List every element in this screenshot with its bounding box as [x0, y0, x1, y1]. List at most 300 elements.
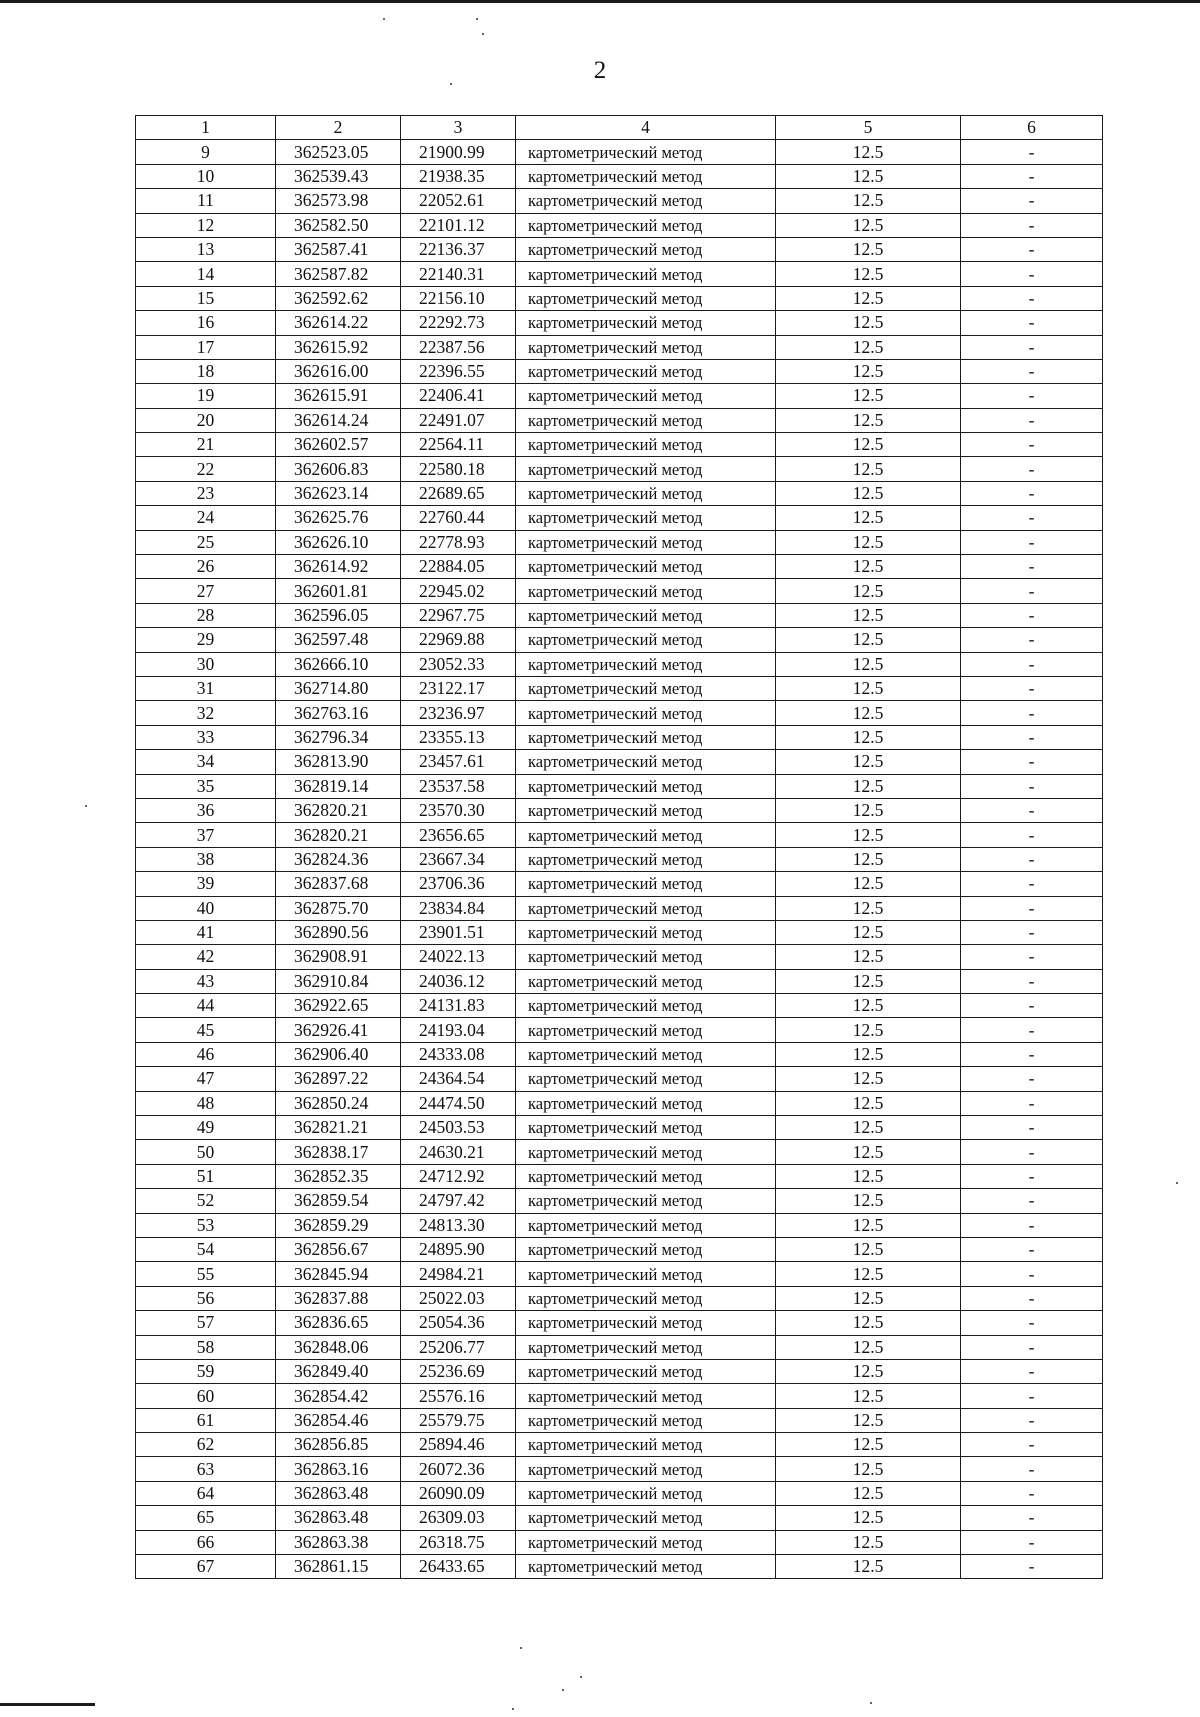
table-row — [136, 237, 1103, 261]
table-row — [136, 1311, 1103, 1335]
x-coordinate-cell: 362922.65 — [276, 994, 401, 1018]
note-cell: - — [961, 384, 1103, 408]
error-cell: 12.5 — [776, 335, 961, 359]
point-number-cell: 19 — [136, 384, 276, 408]
error-cell: 12.5 — [776, 603, 961, 627]
method-cell: картометрический метод — [516, 530, 776, 554]
point-number-cell: 58 — [136, 1335, 276, 1359]
method-cell: картометрический метод — [516, 164, 776, 188]
note-cell: - — [961, 1408, 1103, 1432]
note-cell: - — [961, 286, 1103, 310]
error-cell: 12.5 — [776, 969, 961, 993]
top-scan-border — [0, 0, 1200, 3]
error-cell: 12.5 — [776, 164, 961, 188]
y-coordinate-cell: 24813.30 — [401, 1213, 516, 1237]
table-row — [136, 1335, 1103, 1359]
x-coordinate-cell: 362539.43 — [276, 164, 401, 188]
method-cell: картометрический метод — [516, 237, 776, 261]
x-coordinate-cell: 362863.38 — [276, 1530, 401, 1554]
point-number-cell: 62 — [136, 1433, 276, 1457]
error-cell: 12.5 — [776, 1042, 961, 1066]
method-cell: картометрический метод — [516, 579, 776, 603]
y-coordinate-cell: 22396.55 — [401, 359, 516, 383]
method-cell: картометрический метод — [516, 1018, 776, 1042]
method-cell: картометрический метод — [516, 506, 776, 530]
point-number-cell: 60 — [136, 1384, 276, 1408]
error-cell: 12.5 — [776, 140, 961, 164]
table-row — [136, 1555, 1103, 1579]
note-cell: - — [961, 1335, 1103, 1359]
error-cell: 12.5 — [776, 189, 961, 213]
x-coordinate-cell: 362926.41 — [276, 1018, 401, 1042]
point-number-cell: 43 — [136, 969, 276, 993]
column-header-6: 6 — [961, 116, 1103, 140]
note-cell: - — [961, 1555, 1103, 1579]
note-cell: - — [961, 1262, 1103, 1286]
scan-speck — [482, 33, 484, 35]
note-cell: - — [961, 1213, 1103, 1237]
y-coordinate-cell: 22406.41 — [401, 384, 516, 408]
y-coordinate-cell: 23656.65 — [401, 823, 516, 847]
note-cell: - — [961, 213, 1103, 237]
method-cell: картометрический метод — [516, 725, 776, 749]
error-cell: 12.5 — [776, 408, 961, 432]
x-coordinate-cell: 362587.82 — [276, 262, 401, 286]
point-number-cell: 15 — [136, 286, 276, 310]
y-coordinate-cell: 22156.10 — [401, 286, 516, 310]
x-coordinate-cell: 362908.91 — [276, 945, 401, 969]
point-number-cell: 64 — [136, 1481, 276, 1505]
method-cell: картометрический метод — [516, 1384, 776, 1408]
error-cell: 12.5 — [776, 823, 961, 847]
column-header-2: 2 — [276, 116, 401, 140]
x-coordinate-cell: 362838.17 — [276, 1140, 401, 1164]
point-number-cell: 24 — [136, 506, 276, 530]
error-cell: 12.5 — [776, 1140, 961, 1164]
table-row — [136, 1262, 1103, 1286]
method-cell: картометрический метод — [516, 798, 776, 822]
y-coordinate-cell: 23236.97 — [401, 701, 516, 725]
y-coordinate-cell: 24630.21 — [401, 1140, 516, 1164]
method-cell: картометрический метод — [516, 1530, 776, 1554]
error-cell: 12.5 — [776, 652, 961, 676]
x-coordinate-cell: 362614.92 — [276, 555, 401, 579]
method-cell: картометрический метод — [516, 945, 776, 969]
point-number-cell: 25 — [136, 530, 276, 554]
error-cell: 12.5 — [776, 676, 961, 700]
point-number-cell: 56 — [136, 1286, 276, 1310]
method-cell: картометрический метод — [516, 1506, 776, 1530]
point-number-cell: 20 — [136, 408, 276, 432]
y-coordinate-cell: 22778.93 — [401, 530, 516, 554]
point-number-cell: 21 — [136, 433, 276, 457]
point-number-cell: 16 — [136, 311, 276, 335]
method-cell: картометрический метод — [516, 1189, 776, 1213]
error-cell: 12.5 — [776, 1457, 961, 1481]
y-coordinate-cell: 26309.03 — [401, 1506, 516, 1530]
point-number-cell: 22 — [136, 457, 276, 481]
y-coordinate-cell: 24984.21 — [401, 1262, 516, 1286]
table-row — [136, 213, 1103, 237]
y-coordinate-cell: 26072.36 — [401, 1457, 516, 1481]
error-cell: 12.5 — [776, 530, 961, 554]
y-coordinate-cell: 24036.12 — [401, 969, 516, 993]
x-coordinate-cell: 362625.76 — [276, 506, 401, 530]
table-row — [136, 433, 1103, 457]
table-row — [136, 823, 1103, 847]
method-cell: картометрический метод — [516, 969, 776, 993]
method-cell: картометрический метод — [516, 896, 776, 920]
y-coordinate-cell: 26433.65 — [401, 1555, 516, 1579]
table-row — [136, 1384, 1103, 1408]
method-cell: картометрический метод — [516, 1237, 776, 1261]
note-cell: - — [961, 1457, 1103, 1481]
method-cell: картометрический метод — [516, 1555, 776, 1579]
point-number-cell: 47 — [136, 1067, 276, 1091]
error-cell: 12.5 — [776, 506, 961, 530]
note-cell: - — [961, 1433, 1103, 1457]
note-cell: - — [961, 1481, 1103, 1505]
x-coordinate-cell: 362796.34 — [276, 725, 401, 749]
point-number-cell: 33 — [136, 725, 276, 749]
y-coordinate-cell: 24797.42 — [401, 1189, 516, 1213]
method-cell: картометрический метод — [516, 628, 776, 652]
table-row — [136, 189, 1103, 213]
error-cell: 12.5 — [776, 1481, 961, 1505]
table-row — [136, 481, 1103, 505]
table-row — [136, 1164, 1103, 1188]
method-cell: картометрический метод — [516, 1091, 776, 1115]
y-coordinate-cell: 22491.07 — [401, 408, 516, 432]
note-cell: - — [961, 1384, 1103, 1408]
error-cell: 12.5 — [776, 311, 961, 335]
note-cell: - — [961, 1530, 1103, 1554]
y-coordinate-cell: 23834.84 — [401, 896, 516, 920]
point-number-cell: 61 — [136, 1408, 276, 1432]
y-coordinate-cell: 24022.13 — [401, 945, 516, 969]
note-cell: - — [961, 676, 1103, 700]
scan-speck — [520, 1647, 522, 1649]
method-cell: картометрический метод — [516, 140, 776, 164]
x-coordinate-cell: 362714.80 — [276, 676, 401, 700]
y-coordinate-cell: 22760.44 — [401, 506, 516, 530]
method-cell: картометрический метод — [516, 1140, 776, 1164]
note-cell: - — [961, 140, 1103, 164]
note-cell: - — [961, 1018, 1103, 1042]
point-number-cell: 40 — [136, 896, 276, 920]
y-coordinate-cell: 24364.54 — [401, 1067, 516, 1091]
note-cell: - — [961, 920, 1103, 944]
note-cell: - — [961, 457, 1103, 481]
point-number-cell: 31 — [136, 676, 276, 700]
x-coordinate-cell: 362861.15 — [276, 1555, 401, 1579]
error-cell: 12.5 — [776, 579, 961, 603]
table-row — [136, 384, 1103, 408]
y-coordinate-cell: 22967.75 — [401, 603, 516, 627]
x-coordinate-cell: 362601.81 — [276, 579, 401, 603]
x-coordinate-cell: 362602.57 — [276, 433, 401, 457]
x-coordinate-cell: 362910.84 — [276, 969, 401, 993]
table-row — [136, 994, 1103, 1018]
y-coordinate-cell: 26318.75 — [401, 1530, 516, 1554]
error-cell: 12.5 — [776, 1091, 961, 1115]
table-row — [136, 798, 1103, 822]
y-coordinate-cell: 25054.36 — [401, 1311, 516, 1335]
x-coordinate-cell: 362859.29 — [276, 1213, 401, 1237]
note-cell: - — [961, 335, 1103, 359]
point-number-cell: 36 — [136, 798, 276, 822]
note-cell: - — [961, 164, 1103, 188]
table-row — [136, 286, 1103, 310]
note-cell: - — [961, 701, 1103, 725]
y-coordinate-cell: 24333.08 — [401, 1042, 516, 1066]
table-row — [136, 896, 1103, 920]
y-coordinate-cell: 24131.83 — [401, 994, 516, 1018]
point-number-cell: 29 — [136, 628, 276, 652]
point-number-cell: 28 — [136, 603, 276, 627]
x-coordinate-cell: 362863.48 — [276, 1506, 401, 1530]
error-cell: 12.5 — [776, 1555, 961, 1579]
x-coordinate-cell: 362836.65 — [276, 1311, 401, 1335]
table-row — [136, 725, 1103, 749]
method-cell: картометрический метод — [516, 701, 776, 725]
error-cell: 12.5 — [776, 457, 961, 481]
y-coordinate-cell: 25894.46 — [401, 1433, 516, 1457]
point-number-cell: 48 — [136, 1091, 276, 1115]
note-cell: - — [961, 189, 1103, 213]
y-coordinate-cell: 22580.18 — [401, 457, 516, 481]
error-cell: 12.5 — [776, 1262, 961, 1286]
column-header-3: 3 — [401, 116, 516, 140]
y-coordinate-cell: 25576.16 — [401, 1384, 516, 1408]
method-cell: картометрический метод — [516, 1408, 776, 1432]
method-cell: картометрический метод — [516, 433, 776, 457]
error-cell: 12.5 — [776, 1408, 961, 1432]
table-body — [136, 140, 1103, 1579]
x-coordinate-cell: 362856.85 — [276, 1433, 401, 1457]
x-coordinate-cell: 362615.91 — [276, 384, 401, 408]
error-cell: 12.5 — [776, 1384, 961, 1408]
y-coordinate-cell: 26090.09 — [401, 1481, 516, 1505]
point-number-cell: 66 — [136, 1530, 276, 1554]
x-coordinate-cell: 362587.41 — [276, 237, 401, 261]
note-cell: - — [961, 872, 1103, 896]
note-cell: - — [961, 994, 1103, 1018]
y-coordinate-cell: 24193.04 — [401, 1018, 516, 1042]
method-cell: картометрический метод — [516, 1116, 776, 1140]
point-number-cell: 35 — [136, 774, 276, 798]
note-cell: - — [961, 725, 1103, 749]
x-coordinate-cell: 362854.42 — [276, 1384, 401, 1408]
point-number-cell: 53 — [136, 1213, 276, 1237]
point-number-cell: 44 — [136, 994, 276, 1018]
error-cell: 12.5 — [776, 896, 961, 920]
method-cell: картометрический метод — [516, 823, 776, 847]
column-header-1: 1 — [136, 116, 276, 140]
point-number-cell: 34 — [136, 750, 276, 774]
method-cell: картометрический метод — [516, 1335, 776, 1359]
table-row — [136, 530, 1103, 554]
method-cell: картометрический метод — [516, 555, 776, 579]
error-cell: 12.5 — [776, 1506, 961, 1530]
scan-speck — [580, 1676, 582, 1678]
point-number-cell: 54 — [136, 1237, 276, 1261]
x-coordinate-cell: 362848.06 — [276, 1335, 401, 1359]
x-coordinate-cell: 362850.24 — [276, 1091, 401, 1115]
table-row — [136, 1286, 1103, 1310]
y-coordinate-cell: 23901.51 — [401, 920, 516, 944]
y-coordinate-cell: 22689.65 — [401, 481, 516, 505]
x-coordinate-cell: 362597.48 — [276, 628, 401, 652]
x-coordinate-cell: 362852.35 — [276, 1164, 401, 1188]
table-row — [136, 701, 1103, 725]
point-number-cell: 50 — [136, 1140, 276, 1164]
error-cell: 12.5 — [776, 1530, 961, 1554]
point-number-cell: 32 — [136, 701, 276, 725]
error-cell: 12.5 — [776, 1311, 961, 1335]
table-row — [136, 457, 1103, 481]
coordinates-table-wrapper — [135, 115, 1103, 1579]
y-coordinate-cell: 22292.73 — [401, 311, 516, 335]
x-coordinate-cell: 362837.68 — [276, 872, 401, 896]
error-cell: 12.5 — [776, 994, 961, 1018]
error-cell: 12.5 — [776, 359, 961, 383]
method-cell: картометрический метод — [516, 1213, 776, 1237]
x-coordinate-cell: 362763.16 — [276, 701, 401, 725]
x-coordinate-cell: 362614.22 — [276, 311, 401, 335]
method-cell: картометрический метод — [516, 603, 776, 627]
note-cell: - — [961, 652, 1103, 676]
bottom-scan-border — [0, 1703, 95, 1706]
point-number-cell: 18 — [136, 359, 276, 383]
point-number-cell: 51 — [136, 1164, 276, 1188]
error-cell: 12.5 — [776, 774, 961, 798]
x-coordinate-cell: 362614.24 — [276, 408, 401, 432]
y-coordinate-cell: 22140.31 — [401, 262, 516, 286]
x-coordinate-cell: 362819.14 — [276, 774, 401, 798]
scan-speck — [1176, 1182, 1178, 1184]
y-coordinate-cell: 21938.35 — [401, 164, 516, 188]
error-cell: 12.5 — [776, 213, 961, 237]
point-number-cell: 17 — [136, 335, 276, 359]
note-cell: - — [961, 1042, 1103, 1066]
y-coordinate-cell: 22101.12 — [401, 213, 516, 237]
point-number-cell: 42 — [136, 945, 276, 969]
table-row — [136, 1506, 1103, 1530]
note-cell: - — [961, 433, 1103, 457]
table-row — [136, 1067, 1103, 1091]
table-row — [136, 262, 1103, 286]
point-number-cell: 13 — [136, 237, 276, 261]
table-row — [136, 1213, 1103, 1237]
x-coordinate-cell: 362890.56 — [276, 920, 401, 944]
note-cell: - — [961, 1140, 1103, 1164]
method-cell: картометрический метод — [516, 1067, 776, 1091]
x-coordinate-cell: 362897.22 — [276, 1067, 401, 1091]
note-cell: - — [961, 262, 1103, 286]
note-cell: - — [961, 750, 1103, 774]
x-coordinate-cell: 362573.98 — [276, 189, 401, 213]
note-cell: - — [961, 1164, 1103, 1188]
method-cell: картометрический метод — [516, 457, 776, 481]
method-cell: картометрический метод — [516, 847, 776, 871]
x-coordinate-cell: 362666.10 — [276, 652, 401, 676]
x-coordinate-cell: 362863.48 — [276, 1481, 401, 1505]
error-cell: 12.5 — [776, 237, 961, 261]
table-row — [136, 872, 1103, 896]
note-cell: - — [961, 896, 1103, 920]
x-coordinate-cell: 362821.21 — [276, 1116, 401, 1140]
x-coordinate-cell: 362582.50 — [276, 213, 401, 237]
x-coordinate-cell: 362863.16 — [276, 1457, 401, 1481]
x-coordinate-cell: 362824.36 — [276, 847, 401, 871]
y-coordinate-cell: 22884.05 — [401, 555, 516, 579]
y-coordinate-cell: 22052.61 — [401, 189, 516, 213]
x-coordinate-cell: 362856.67 — [276, 1237, 401, 1261]
y-coordinate-cell: 25022.03 — [401, 1286, 516, 1310]
scan-speck — [562, 1689, 564, 1691]
table-row — [136, 1189, 1103, 1213]
method-cell: картометрический метод — [516, 774, 776, 798]
note-cell: - — [961, 603, 1103, 627]
error-cell: 12.5 — [776, 798, 961, 822]
table-row — [136, 140, 1103, 164]
point-number-cell: 59 — [136, 1359, 276, 1383]
note-cell: - — [961, 1359, 1103, 1383]
y-coordinate-cell: 24895.90 — [401, 1237, 516, 1261]
note-cell: - — [961, 579, 1103, 603]
x-coordinate-cell: 362859.54 — [276, 1189, 401, 1213]
note-cell: - — [961, 1091, 1103, 1115]
table-row — [136, 335, 1103, 359]
point-number-cell: 27 — [136, 579, 276, 603]
y-coordinate-cell: 24503.53 — [401, 1116, 516, 1140]
error-cell: 12.5 — [776, 725, 961, 749]
point-number-cell: 26 — [136, 555, 276, 579]
error-cell: 12.5 — [776, 555, 961, 579]
y-coordinate-cell: 22387.56 — [401, 335, 516, 359]
scan-speck — [512, 1708, 514, 1710]
note-cell: - — [961, 798, 1103, 822]
note-cell: - — [961, 530, 1103, 554]
point-number-cell: 39 — [136, 872, 276, 896]
scan-speck — [476, 18, 478, 20]
x-coordinate-cell: 362616.00 — [276, 359, 401, 383]
table-row — [136, 506, 1103, 530]
method-cell: картометрический метод — [516, 311, 776, 335]
error-cell: 12.5 — [776, 433, 961, 457]
error-cell: 12.5 — [776, 872, 961, 896]
error-cell: 12.5 — [776, 1433, 961, 1457]
table-row — [136, 1018, 1103, 1042]
error-cell: 12.5 — [776, 847, 961, 871]
x-coordinate-cell: 362615.92 — [276, 335, 401, 359]
error-cell: 12.5 — [776, 262, 961, 286]
method-cell: картометрический метод — [516, 652, 776, 676]
x-coordinate-cell: 362854.46 — [276, 1408, 401, 1432]
page-number: 2 — [593, 57, 607, 84]
table-row — [136, 969, 1103, 993]
method-cell: картометрический метод — [516, 1042, 776, 1066]
error-cell: 12.5 — [776, 920, 961, 944]
y-coordinate-cell: 23457.61 — [401, 750, 516, 774]
point-number-cell: 12 — [136, 213, 276, 237]
y-coordinate-cell: 21900.99 — [401, 140, 516, 164]
table-row — [136, 603, 1103, 627]
table-header-row — [136, 116, 1103, 140]
method-cell: картометрический метод — [516, 1457, 776, 1481]
y-coordinate-cell: 23667.34 — [401, 847, 516, 871]
